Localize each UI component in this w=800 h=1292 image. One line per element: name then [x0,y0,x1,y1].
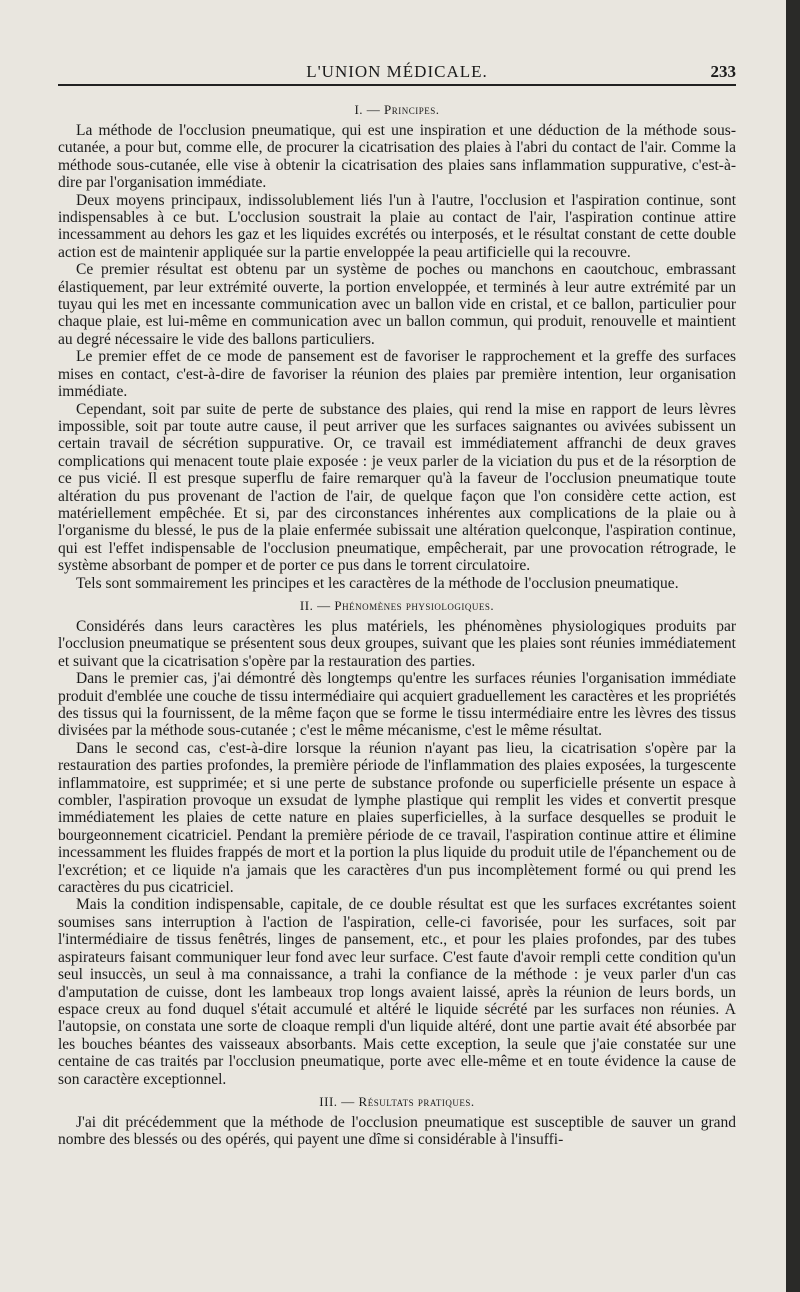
paragraph: Deux moyens principaux, indissolublement liés l'un à l'autre, l'occlusion et l'aspiration continue, sont indispensables à ce but. L'occlusion soustrait la plaie au contact de l'air, l'aspiration continue attire incessamment au dehors les gaz et les liquides excrétés ou interposés, et le résultat constant de cette double action est de maintenir appliquée sur la partie enveloppée la peau artificielle qui la recouvre. [58,191,736,261]
paragraph: Cependant, soit par suite de perte de substance des plaies, qui rend la mise en rapport de leurs lèvres impossible, soit par toute autre cause, il peut arriver que les surfaces saignantes ou avivées subissent un certain travail de sécrétion suppurative. Or, ce travail est immédiatement affranchi de deux graves complications qui menacent toute plaie exposée : je veux parler de la viciation du pus et de la résorption de ce pus vicié. Il est presque superflu de faire remarquer qu'à la faveur de l'occlusion pneumatique toute altération du pus provenant de l'action de l'air, de quelque façon que l'on considère cette action, est matériellement empêchée. Et si, par des circonstances inhérentes aux complications de la plaie ou à l'organisme du blessé, le pus de la plaie enfermée subissait une altération quelconque, l'aspiration continue, qui est l'effet indispensable de l'occlusion pneumatique, empêcherait, par une provocation rétrograde, le système absorbant de pomper et de porter ce pus dans le torrent circulatoire. [58,400,736,575]
section-title: Principes. [384,102,440,117]
page-number: 233 [710,62,736,81]
section-numeral: II. — [299,597,331,613]
section-numeral: I. — [354,102,381,117]
paragraph: Mais la condition indispensable, capitale, de ce double résultat est que les surfaces excrétantes soient soumises sans interruption à l'action de l'aspiration, celle-ci favorisée, pour les surfaces, soit par l'intermédiaire de tissus fenêtrés, linges de pansement, etc., et pour les plaies profondes, par des tubes aspirateurs faisant communiquer leur fond avec leur surface. C'est faute d'avoir rempli cette condition qu'un seul insuccès, un seul à ma connaissance, a trahi la confiance de la méthode : je veux parler d'un cas d'amputation de cuisse, dont les lambeaux trop longs avaient laissé, après la réunion de leurs bords, un espace creux au fond duquel s'était accumulé et altéré le liquide sécrété par les surfaces non réunies. A l'autopsie, on constata une sorte de cloaque rempli d'un liquide altéré, dont une partie avait été absorbée par les bouches béantes des vaisseaux absorbants. Mais cette exception, la seule que j'aie constatée sur une centaine de cas traités par l'occlusion pneumatique, porte avec elle-même et en toute évidence la cause de son caractère exceptionnel. [58,896,736,1088]
section-heading-phenomenes [58,598,736,614]
paragraph: La méthode de l'occlusion pneumatique, qui est une inspiration et une déduction de la méthode sous-cutanée, a pour but, comme elle, de procurer la cicatrisation des plaies à l'abri du contact de l'air. Comme la méthode sous-cutanée, elle vise à obtenir la cicatrisation des plaies sans inflammation suppurative, c'est-à-dire par l'organisation immédiate. [58,122,736,192]
running-title: L'UNION MÉDICALE. [306,62,488,81]
section-heading-principes [58,102,736,118]
paragraph: Dans le premier cas, j'ai démontré dès longtemps qu'entre les surfaces réunies l'organisation immédiate produit d'emblée une couche de tissu intermédiaire qui acquiert graduellement les caractères et les propriétés des tissus qui la fournissent, de la même façon que se forme le tissu intermédiaire entre les lèvres des tissus divisées par la méthode sous-cutanée ; c'est le même mécanisme, c'est le même résultat. [58,670,736,740]
paragraph: Considérés dans leurs caractères les plus matériels, les phénomènes physiologiques produits par l'occlusion pneumatique se présentent sous deux groupes, suivant que les plaies sont réunies immédiatement et suivant que la cicatrisation s'opère par la restauration des parties. [58,617,736,670]
section-heading-resultats [58,1094,736,1110]
running-head [58,58,736,86]
section-title: Résultats pratiques. [358,1093,475,1109]
section-title: Phénomènes physiologiques. [334,597,495,613]
paragraph: Tels sont sommairement les principes et les caractères de la méthode de l'occlusion pneumatique. [76,574,679,592]
paragraph: Dans le second cas, c'est-à-dire lorsque la réunion n'ayant pas lieu, la cicatrisation s'opère par la restauration des parties profondes, la première période de l'inflammation des plaies exposées, la turgescente inflammatoire, est supprimée; et si une perte de substance profonde ou superficielle présente un espace à combler, l'aspiration provoque un exsudat de lymphe plastique qui remplit les vides et convertit presque immédiatement les plaies de cette nature en plaies superficielles, à la surface desquelles se produit le bourgeonnement cicatriciel. Pendant la première période de ce travail, l'aspiration continue attire et élimine incessamment les fluides frappés de mort et la portion la plus liquide du produit utile de l'épanchement ou de l'excrétion; et ce liquide n'a jamais que les caractères d'un pus incomplètement formé ou qui prend les caractères du pus cicatriciel. [58,739,736,897]
section-numeral: III. — [319,1093,355,1109]
paragraph: Le premier effet de ce mode de pansement est de favoriser le rapprochement et la greffe des surfaces mises en contact, c'est-à-dire de favoriser la réunion des plaies par première intention, leur organisation immédiate. [58,348,736,401]
paragraph: J'ai dit précédemment que la méthode de l'occlusion pneumatique est susceptible de sauver un grand nombre des blessés ou des opérés, qui payent une dîme si considérable à l'insuffi- [58,1113,736,1149]
paragraph: Ce premier résultat est obtenu par un système de poches ou manchons en caoutchouc, embrassant élastiquement, par leur extrémité ouverte, la portion enveloppée, et terminés à leur autre extrémité par un tuyau qui les met en incessante communication avec un ballon vide en cristal, et ce ballon, particulier pour chaque plaie, est lui-même en communication avec un ballon commun, qui produit, renouvelle et maintient au degré nécessaire le vide des ballons particuliers. [58,261,736,348]
